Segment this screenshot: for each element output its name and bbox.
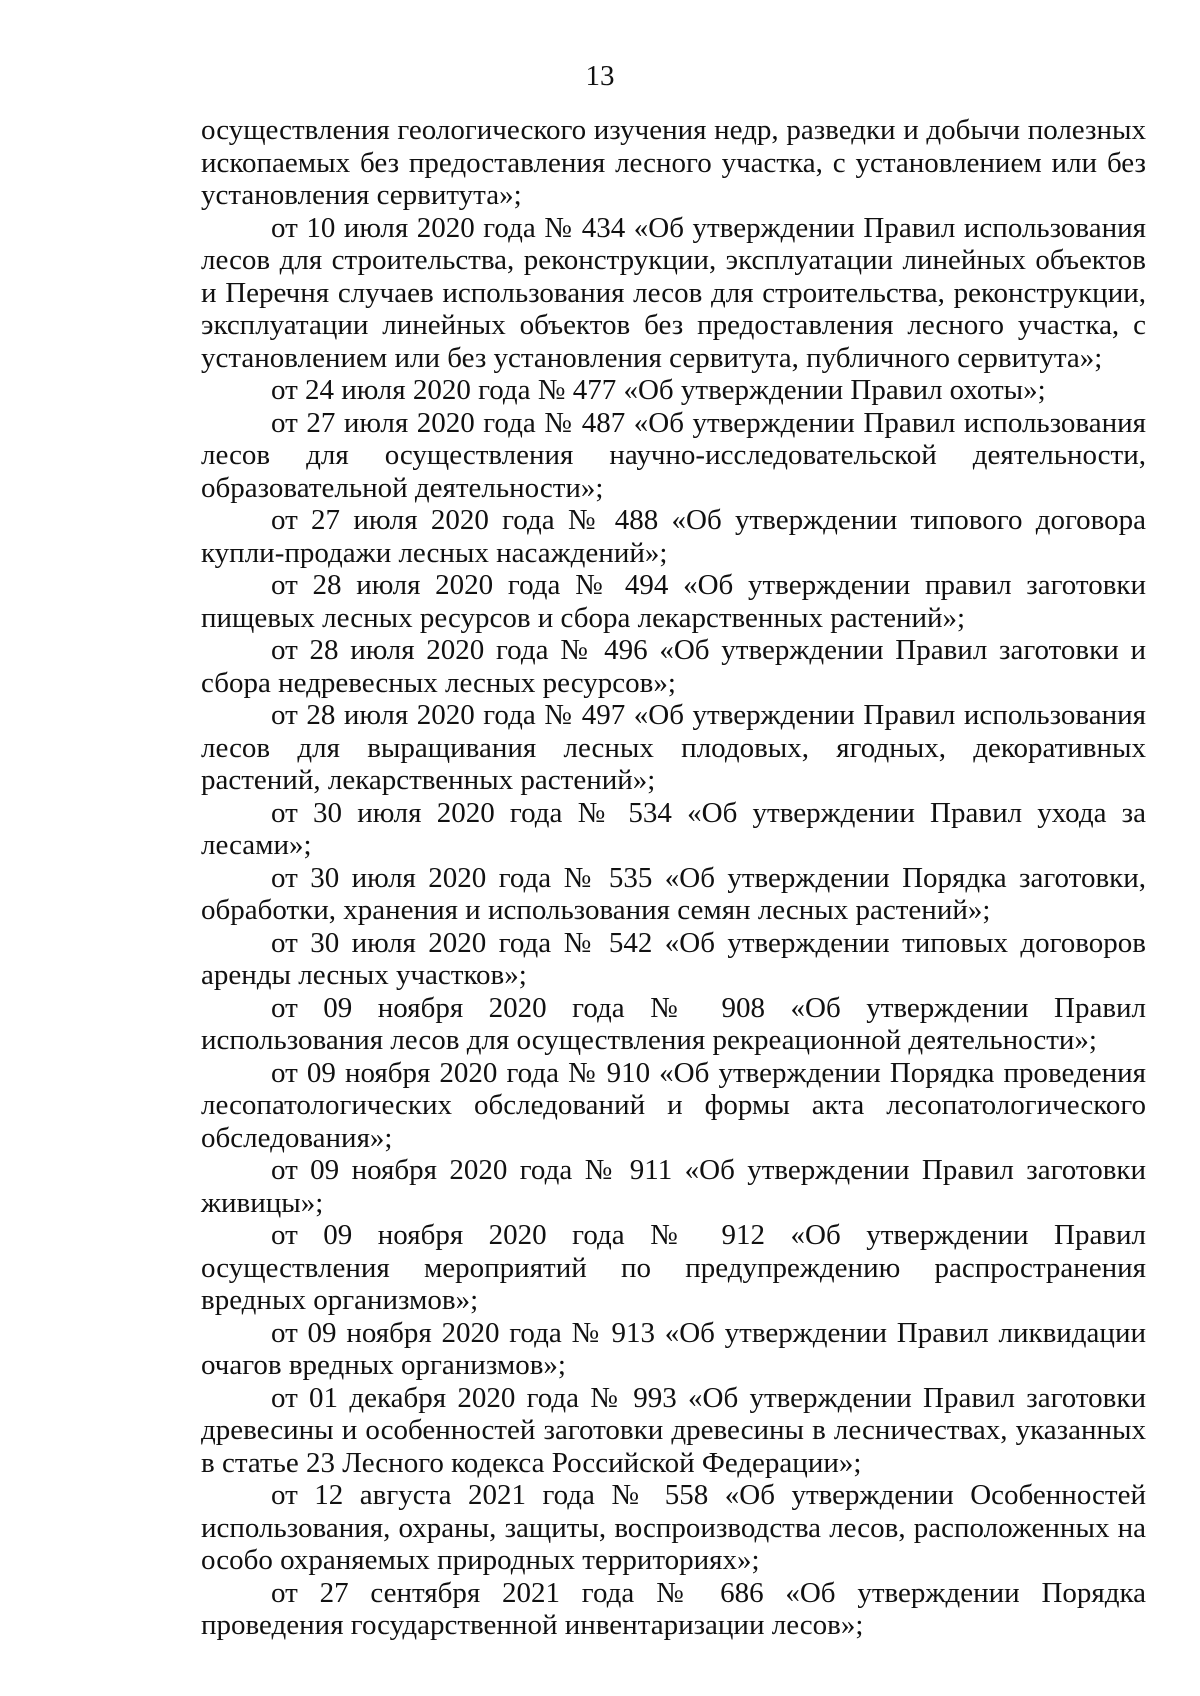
paragraph-order-910: от 09 ноября 2020 года № 910 «Об утверждении Порядка проведения лесопатологических обследований и формы акта лесопатологического обследования»; xyxy=(201,1056,1146,1154)
page-number: 13 xyxy=(585,60,615,92)
paragraph-order-911: от 09 ноября 2020 года № 911 «Об утверждении Правил заготовки живицы»; xyxy=(201,1154,1146,1219)
paragraph-order-477: от 24 июля 2020 года № 477 «Об утверждении Правил охоты»; xyxy=(271,374,1046,406)
paragraph-order-993: от 01 декабря 2020 года № 993 «Об утверждении Правил заготовки древесины и особенностей заготовки древесины в лесничествах, указанных в статье 23 Лесного кодекса Российской Федерации»; xyxy=(201,1381,1146,1479)
paragraph-order-686: от 27 сентября 2021 года № 686 «Об утверждении Порядка проведения государственной инвентаризации лесов»; xyxy=(201,1576,1146,1641)
paragraph-order-488: от 27 июля 2020 года № 488 «Об утверждении типового договора купли-продажи лесных насаждений»; xyxy=(201,504,1146,569)
paragraph-order-497: от 28 июля 2020 года № 497 «Об утверждении Правил использования лесов для выращивания лесных плодовых, ягодных, декоративных растений, лекарственных растений»; xyxy=(201,699,1146,796)
paragraph-order-558: от 12 августа 2021 года № 558 «Об утверждении Особенностей использования, охраны, защиты, воспроизводства лесов, расположенных на особо охраняемых природных территориях»; xyxy=(201,1479,1146,1576)
paragraph-order-912: от 09 ноября 2020 года № 912 «Об утверждении Правил осуществления мероприятий по предупреждению распространения вредных организмов»; xyxy=(201,1219,1146,1316)
paragraph-order-542: от 30 июля 2020 года № 542 «Об утверждении типовых договоров аренды лесных участков»; xyxy=(201,926,1146,991)
paragraph-order-535: от 30 июля 2020 года № 535 «Об утверждении Порядка заготовки, обработки, хранения и использования семян лесных растений»; xyxy=(201,861,1146,926)
paragraph-order-434: от 10 июля 2020 года № 434 «Об утверждении Правил использования лесов для строительства, реконструкции, эксплуатации линейных объектов и Перечня случаев использования лесов для строительства, реконструкции, эксплуатации линейных объектов без предоставления лесного участка, с установлением или без установления сервитута, публичного сервитута»; xyxy=(201,211,1146,374)
paragraph-order-494: от 28 июля 2020 года № 494 «Об утверждении правил заготовки пищевых лесных ресурсов и сбора лекарственных растений»; xyxy=(201,569,1146,634)
paragraph-order-913: от 09 ноября 2020 года № 913 «Об утверждении Правил ликвидации очагов вредных организмов»; xyxy=(201,1316,1146,1381)
paragraph-order-908: от 09 ноября 2020 года № 908 «Об утверждении Правил использования лесов для осуществления рекреационной деятельности»; xyxy=(201,991,1146,1056)
paragraph-order-534: от 30 июля 2020 года № 534 «Об утверждении Правил ухода за лесами»; xyxy=(201,796,1146,861)
paragraph-order-487: от 27 июля 2020 года № 487 «Об утверждении Правил использования лесов для осуществления научно-исследовательской деятельности, образовательной деятельности»; xyxy=(201,406,1146,504)
document-body xyxy=(201,114,1146,1642)
paragraph-continuation: осуществления геологического изучения недр, разведки и добычи полезных ископаемых без предоставления лесного участка, с установлением или без установления сервитута»; xyxy=(201,114,1146,211)
paragraph-order-496: от 28 июля 2020 года № 496 «Об утверждении Правил заготовки и сбора недревесных лесных ресурсов»; xyxy=(201,634,1146,699)
